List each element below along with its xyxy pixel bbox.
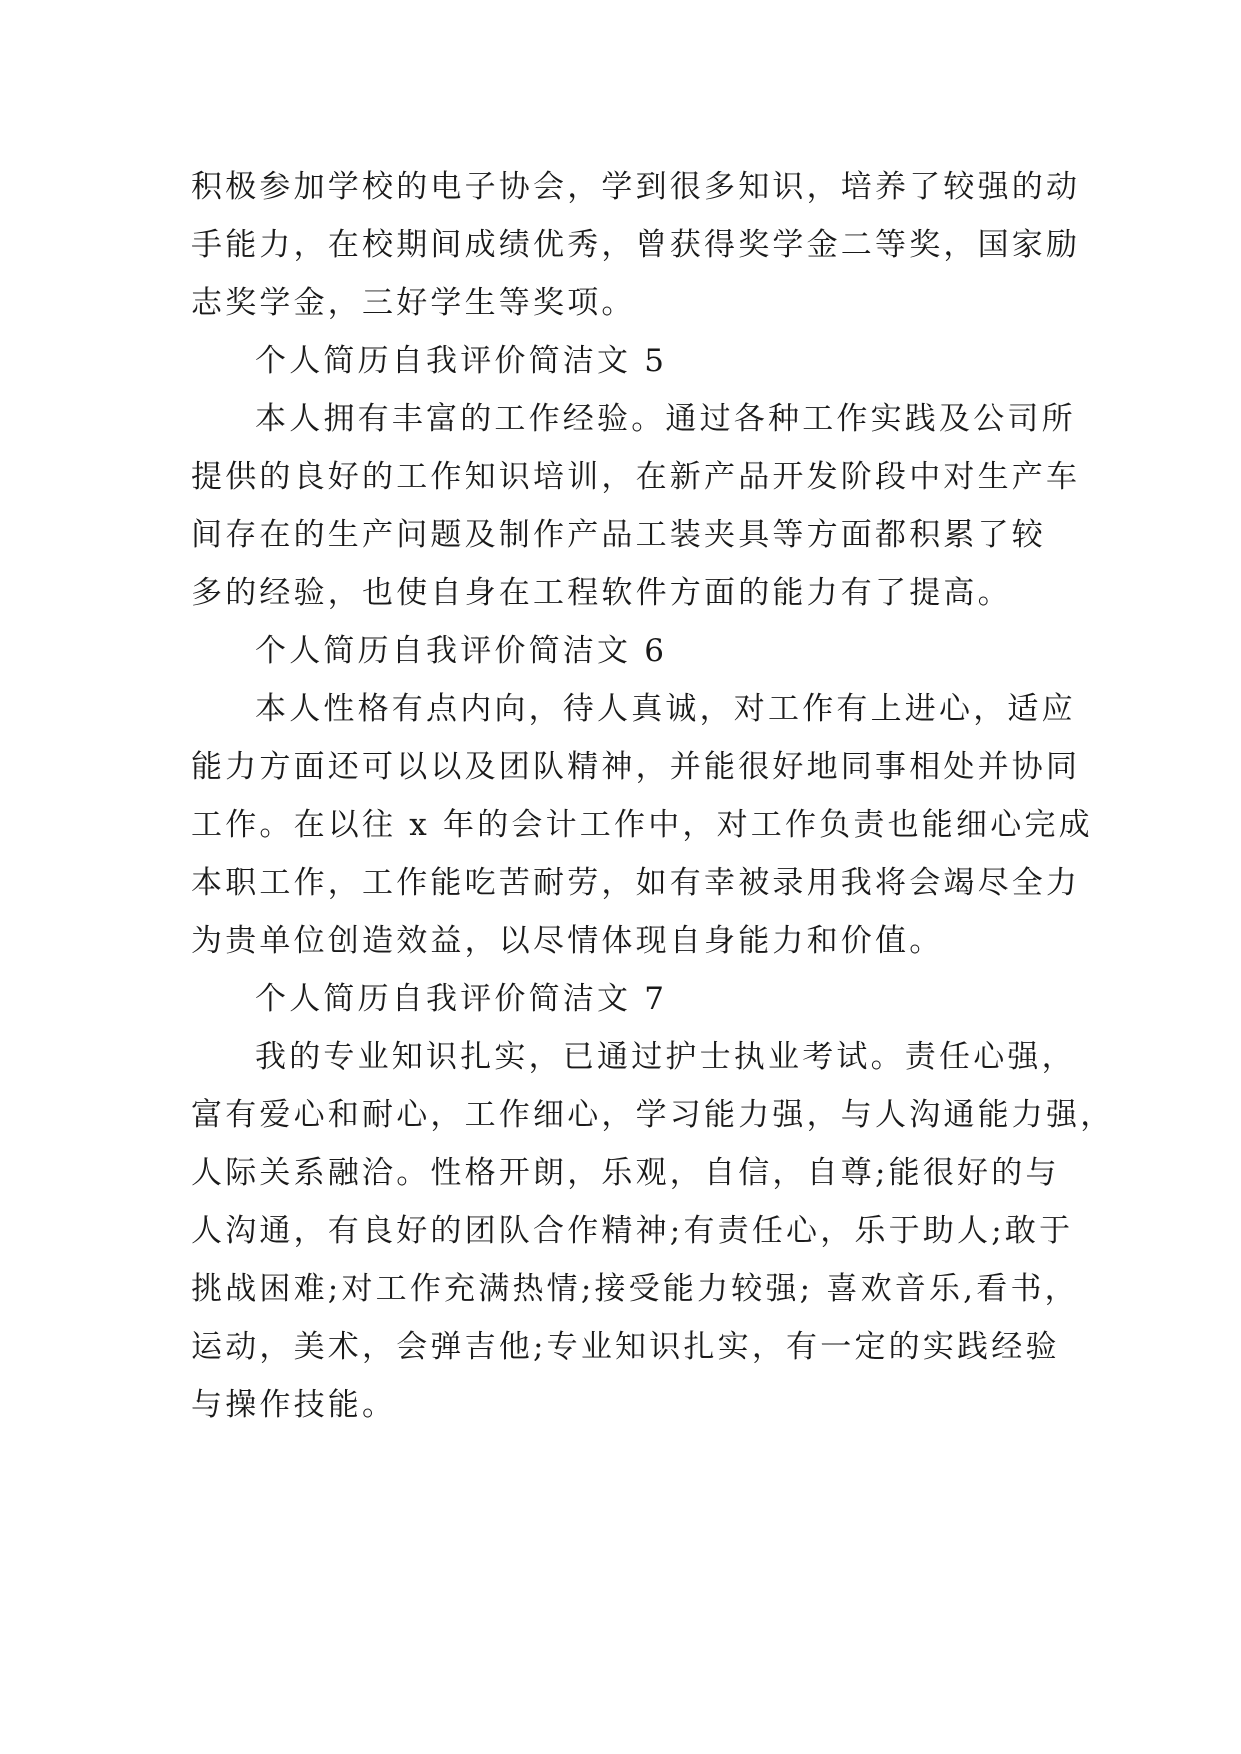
- paragraph-line: 运动，美术，会弹吉他;专业知识扎实，有一定的实践经验: [191, 1329, 1060, 1365]
- section-heading-5: 个人简历自我评价简洁文 5: [255, 343, 668, 379]
- paragraph-line: 我的专业知识扎实，已通过护士执业考试。责任心强，: [255, 1039, 1076, 1075]
- paragraph-line: 本职工作，工作能吃苦耐劳，如有幸被录用我将会竭尽全力: [191, 865, 1081, 901]
- paragraph-line: 与操作技能。: [191, 1387, 397, 1423]
- paragraph-line: 人际关系融洽。性格开朗，乐观，自信，自尊;能很好的与: [191, 1155, 1060, 1191]
- paragraph-line: 富有爱心和耐心，工作细心，学习能力强，与人沟通能力强，: [191, 1097, 1115, 1133]
- document-body: [191, 158, 1115, 1434]
- paragraph-line: 提供的良好的工作知识培训，在新产品开发阶段中对生产车: [191, 459, 1081, 495]
- paragraph-line: 本人拥有丰富的工作经验。通过各种工作实践及公司所: [255, 401, 1076, 437]
- paragraph-line: 手能力，在校期间成绩优秀，曾获得奖学金二等奖，国家励: [191, 227, 1081, 263]
- paragraph-line: 志奖学金，三好学生等奖项。: [191, 285, 636, 321]
- paragraph-line: 积极参加学校的电子协会，学到很多知识，培养了较强的动: [191, 169, 1081, 205]
- section-heading-6: 个人简历自我评价简洁文 6: [255, 633, 668, 669]
- paragraph-line: 多的经验，也使自身在工程软件方面的能力有了提高。: [191, 575, 1012, 611]
- paragraph-line: 工作。在以往 x 年的会计工作中，对工作负责也能细心完成: [191, 807, 1093, 843]
- paragraph-line: 为贵单位创造效益，以尽情体现自身能力和价值。: [191, 923, 944, 959]
- section-heading-7: 个人简历自我评价简洁文 7: [255, 981, 668, 1017]
- paragraph-line: 挑战困难;对工作充满热情;接受能力较强; 喜欢音乐,看书，: [191, 1271, 1079, 1307]
- paragraph-line: 能力方面还可以以及团队精神，并能很好地同事相处并协同: [191, 749, 1081, 785]
- paragraph-line: 间存在的生产问题及制作产品工装夹具等方面都积累了较: [191, 517, 1046, 553]
- paragraph-line: 本人性格有点内向，待人真诚，对工作有上进心，适应: [255, 691, 1076, 727]
- paragraph-line: 人沟通，有良好的团队合作精神;有责任心，乐于助人;敢于: [191, 1213, 1074, 1249]
